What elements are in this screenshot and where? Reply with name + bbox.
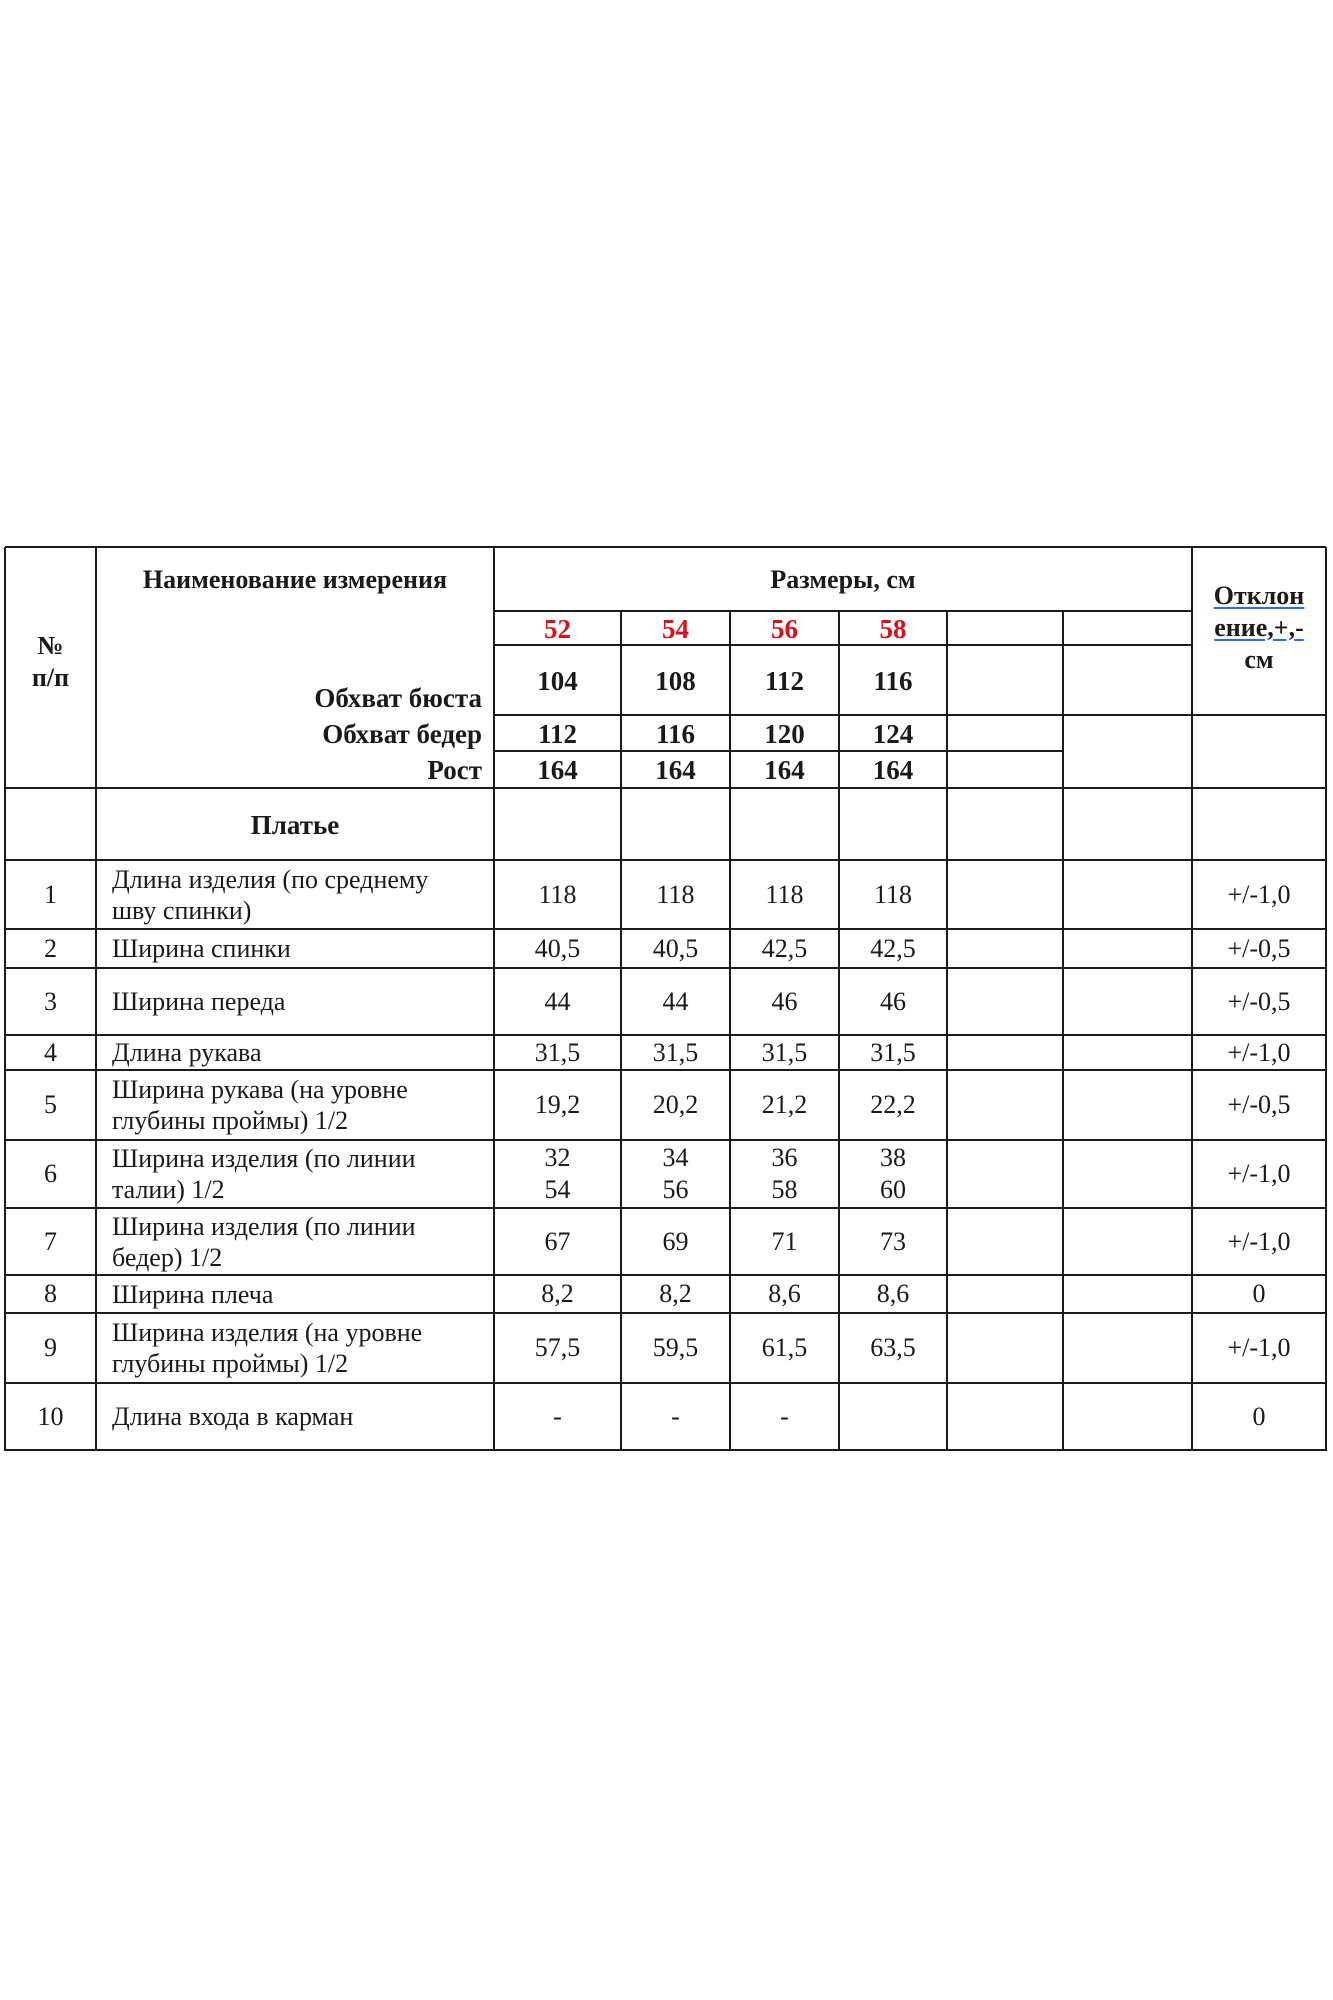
grid-line-h	[5, 546, 1326, 548]
row-value: 8,6	[768, 1279, 801, 1308]
height-value: 164	[872, 755, 914, 785]
header-name: Наименование измерения	[142, 565, 448, 594]
height-value: 164	[655, 755, 696, 785]
row-name	[96, 1275, 494, 1313]
row-value: -	[553, 1401, 562, 1431]
row-name-line: Длина рукава	[112, 1038, 262, 1067]
row-value: 46	[880, 986, 906, 1016]
row-number: 3	[44, 986, 57, 1016]
row-value: 44	[662, 986, 689, 1016]
row-value: 19,2	[534, 1090, 581, 1119]
row-value: 21,2	[761, 1090, 808, 1119]
bust-value: 116	[873, 666, 913, 696]
row-number: 1	[44, 879, 57, 909]
size-label: 52	[544, 613, 571, 644]
row-deviation: +/-1,0	[1227, 1037, 1291, 1067]
row-value: 40,5	[652, 933, 699, 963]
row-deviation: +/-1,0	[1227, 1226, 1291, 1256]
row-value: 59,5	[652, 1333, 699, 1362]
hips-value: 120	[764, 718, 805, 749]
row-number: 5	[44, 1090, 57, 1119]
size-label: 54	[662, 613, 689, 644]
header-deviation-line: ение,+,-	[1214, 612, 1304, 642]
bust-value: 112	[764, 666, 804, 696]
row-name	[96, 1313, 494, 1383]
header-number-line: п/п	[31, 663, 70, 692]
row-value: 63,5	[870, 1333, 916, 1362]
row-name	[96, 1140, 494, 1208]
row-number: 8	[44, 1279, 57, 1308]
row-value-line: 54	[544, 1175, 571, 1204]
row-number: 7	[44, 1226, 57, 1256]
row-deviation: 0	[1252, 1279, 1266, 1308]
row-number: 6	[44, 1159, 57, 1188]
row-deviation: +/-0,5	[1227, 933, 1291, 963]
row-value: 31,5	[534, 1037, 581, 1067]
row-value-line: 60	[880, 1175, 906, 1204]
row-value: 73	[880, 1226, 906, 1256]
header-number	[5, 612, 96, 712]
row-value: 118	[538, 879, 577, 909]
row-name-line: бедер) 1/2	[112, 1242, 223, 1272]
row-value: 67	[544, 1226, 571, 1256]
row-name-line: Ширина рукава (на уровне	[112, 1075, 408, 1104]
row-value: 118	[765, 879, 804, 909]
row-deviation: +/-0,5	[1227, 1090, 1291, 1119]
header-deviation	[1192, 575, 1326, 680]
row-name-line: Длина изделия (по среднему	[112, 864, 429, 894]
row-number: 10	[37, 1401, 64, 1431]
row-value: 69	[662, 1226, 689, 1256]
header-number-line: №	[37, 631, 64, 660]
row-value-line: 32	[544, 1143, 571, 1172]
row-name	[96, 1383, 494, 1450]
bust-value: 108	[655, 666, 696, 696]
row-value-line: 38	[880, 1143, 906, 1172]
row-value: -	[671, 1401, 680, 1431]
row-name	[96, 929, 494, 968]
size-label: 56	[771, 613, 798, 644]
row-name	[96, 860, 494, 929]
row-value: 46	[771, 986, 798, 1016]
row-name-line: Ширина плеча	[112, 1279, 274, 1309]
row-value: 31,5	[652, 1037, 699, 1067]
row-value: 8,2	[659, 1279, 692, 1308]
row-name-line: Ширина переда	[112, 987, 286, 1016]
row-number: 9	[44, 1333, 57, 1362]
row-deviation: 0	[1252, 1401, 1266, 1431]
grid-line-v	[1062, 715, 1064, 788]
row-value: 22,2	[870, 1090, 916, 1119]
hips-value: 112	[537, 718, 577, 749]
row-value: 31,5	[761, 1037, 808, 1067]
row-name-line: Длина входа в карман	[112, 1402, 354, 1431]
height-label: Рост	[427, 755, 482, 785]
hips-value: 124	[872, 718, 914, 749]
height-value: 164	[764, 755, 805, 785]
bust-label: Обхват бюста	[314, 682, 482, 713]
header-deviation-line: см	[1244, 644, 1274, 674]
row-name-line: Ширина изделия (по линии	[112, 1144, 416, 1173]
row-value: 8,6	[876, 1279, 910, 1308]
row-value: 118	[873, 879, 913, 909]
row-value: 61,5	[761, 1333, 808, 1362]
row-name-line: талии) 1/2	[112, 1175, 225, 1204]
hips-label: Обхват бедер	[322, 718, 482, 749]
row-name-line: шву спинки)	[112, 895, 252, 925]
row-deviation: +/-0,5	[1227, 986, 1291, 1016]
section-title: Платье	[250, 809, 340, 840]
row-name	[96, 968, 494, 1035]
row-value	[621, 1140, 730, 1208]
row-value	[839, 1140, 947, 1208]
row-value-line: 56	[662, 1175, 689, 1204]
row-value: 8,2	[541, 1279, 574, 1308]
row-value-line: 36	[771, 1143, 798, 1172]
row-number: 4	[44, 1037, 57, 1067]
row-value	[494, 1140, 621, 1208]
row-value: -	[780, 1401, 789, 1431]
row-value: 118	[656, 879, 695, 909]
row-value: 44	[544, 986, 571, 1016]
hips-value: 116	[655, 718, 695, 749]
row-deviation: +/-1,0	[1227, 1159, 1291, 1188]
row-value: 40,5	[534, 933, 581, 963]
row-name	[96, 1035, 494, 1070]
row-value: 42,5	[761, 933, 808, 963]
row-name-line: Ширина изделия (по линии	[112, 1211, 416, 1241]
row-value: 71	[771, 1226, 798, 1256]
row-name	[96, 1208, 494, 1275]
row-number: 2	[44, 933, 57, 963]
row-value-line: 58	[771, 1175, 798, 1204]
row-name-line: Ширина изделия (на уровне	[112, 1318, 423, 1347]
row-name-line: Ширина спинки	[112, 934, 291, 963]
row-deviation: +/-1,0	[1227, 1333, 1291, 1362]
header-sizes: Размеры, см	[770, 565, 916, 594]
row-value: 42,5	[870, 933, 916, 963]
row-name-line: глубины проймы) 1/2	[112, 1349, 349, 1378]
row-value: 57,5	[534, 1333, 581, 1362]
bust-value: 104	[537, 666, 578, 696]
height-value: 164	[537, 755, 578, 785]
row-value-line: 34	[662, 1143, 689, 1172]
row-value: 31,5	[870, 1037, 916, 1067]
row-value: 20,2	[652, 1090, 699, 1119]
row-name	[96, 1070, 494, 1140]
row-deviation: +/-1,0	[1227, 879, 1291, 909]
row-name-line: глубины проймы) 1/2	[112, 1106, 349, 1135]
size-label: 58	[879, 613, 907, 644]
header-deviation-line: Отклон	[1213, 580, 1305, 610]
grid-line-h	[1192, 714, 1326, 716]
row-value	[730, 1140, 839, 1208]
row-value	[839, 1383, 947, 1450]
